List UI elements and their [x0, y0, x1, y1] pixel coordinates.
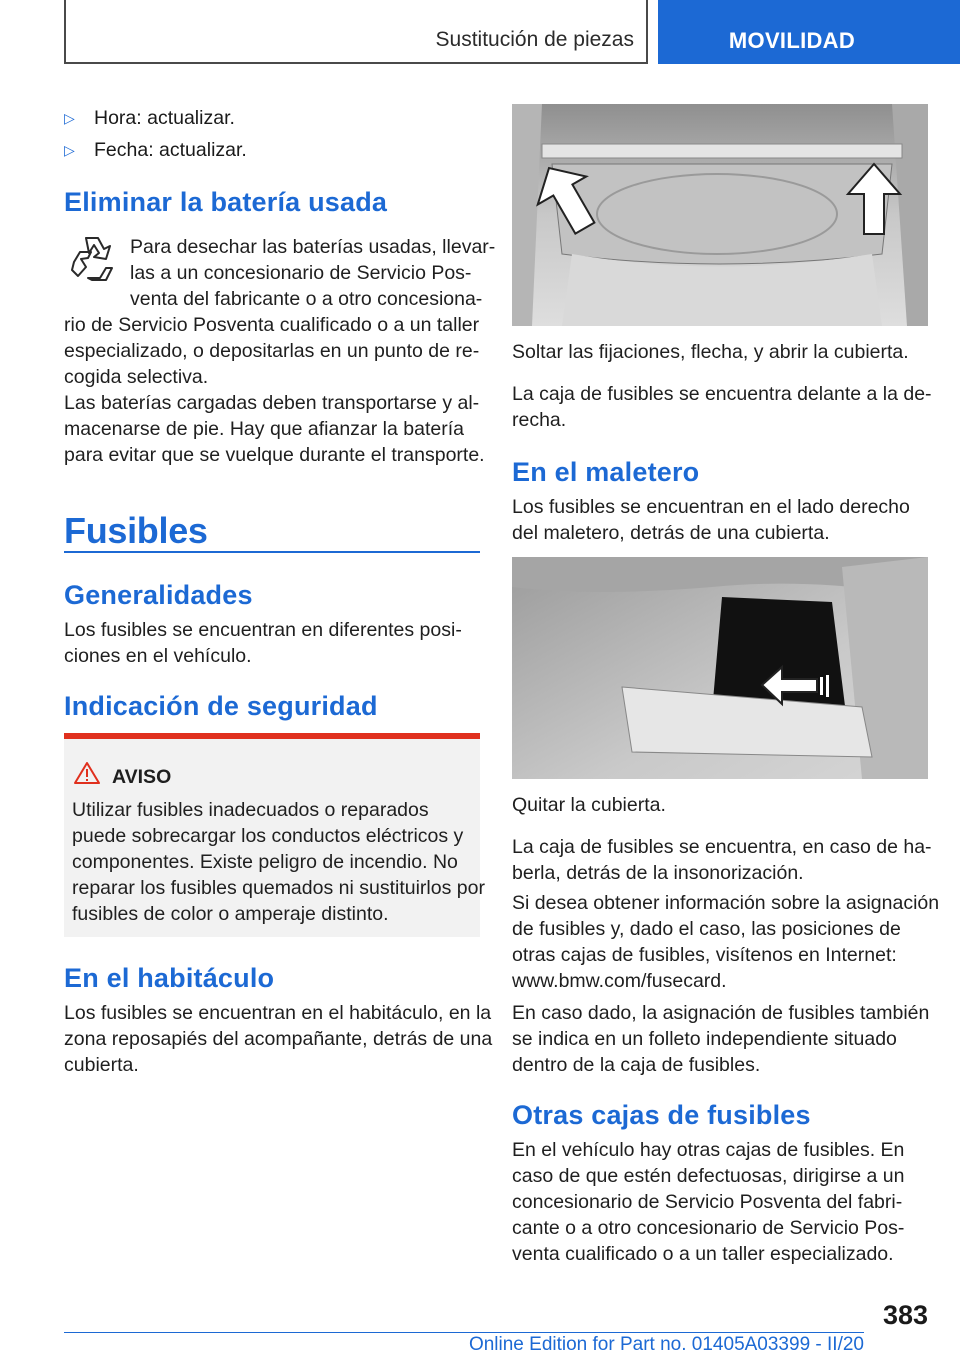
- bullet-triangle-icon: ▷: [64, 110, 75, 126]
- warning-triangle-icon: [73, 761, 101, 785]
- battery-para-cont: rio de Servicio Posventa cualificado o a un taller especializado, o depositarlas en un punto de re- cogida selectiva.: [64, 314, 480, 388]
- fuses-title: Fusibles: [64, 510, 208, 551]
- cabin-heading: En el habitáculo: [64, 963, 275, 993]
- footer-rule: [64, 1332, 864, 1333]
- trunk-box-text: La caja de fusibles se encuentra, en caso de ha- berla, detrás de la insonorización.: [512, 836, 932, 884]
- leaflet-text: En caso dado, la asignación de fusibles también se indica en un folleto independiente situado dentro de la caja de fusibles.: [512, 1002, 930, 1076]
- page-number: 383: [882, 1300, 928, 1330]
- list-item-text: Hora: actualizar.: [94, 107, 235, 129]
- trunk-heading: En el maletero: [512, 457, 700, 487]
- header-section-tab[interactable]: [658, 0, 960, 64]
- photo2-caption: Quitar la cubierta.: [512, 794, 666, 816]
- cabin-box-text: La caja de fusibles se encuentra delante a la de- recha.: [512, 383, 932, 431]
- photo-cabin-cover: [512, 104, 928, 326]
- title-rule: [64, 551, 480, 553]
- chapter-title: Sustitución de piezas: [435, 28, 634, 51]
- battery-para-intro: Para desechar las baterías usadas, llevar- las a un concesionario de Servicio Pos- venta del fabricante o a otro concesiona-: [130, 236, 496, 310]
- other-boxes-text: En el vehículo hay otras cajas de fusibles. En caso de que estén defectuosas, dirigirse a un concesionario de Servicio Posventa del fabri- cante o a otro concesionario de Servicio Pos- venta cualificado o a un taller especializado.: [512, 1139, 905, 1265]
- battery-heading: Eliminar la batería usada: [64, 187, 388, 217]
- list-item-text: Fecha: actualizar.: [94, 139, 247, 161]
- cabin-text: Los fusibles se encuentran en el habitáculo, en la zona reposapiés del acompañante, detrás de una cubierta.: [64, 1002, 493, 1076]
- section-tab-label: MOVILIDAD: [728, 28, 856, 53]
- battery-para-transport: Las baterías cargadas deben transportarse y al- macenarse de pie. Hay que afianzar la batería para evitar que se vuelque durante el transporte.: [64, 392, 485, 466]
- recycling-icon: [66, 232, 118, 284]
- general-heading: Generalidades: [64, 580, 253, 610]
- info-text: Si desea obtener información sobre la asignación de fusibles y, dado el caso, las posiciones de otras cajas de fusibles, visítenos en Internet: www.bmw.com/fusecard.: [512, 892, 940, 992]
- header-chapter-box: [64, 0, 648, 64]
- photo-trunk-cover: [512, 557, 928, 779]
- warning-title: AVISO: [112, 766, 172, 788]
- warning-box: [64, 733, 485, 937]
- trunk-text: Los fusibles se encuentran en el lado derecho del maletero, detrás de una cubierta.: [512, 496, 910, 544]
- photo1-caption: Soltar las fijaciones, flecha, y abrir la cubierta.: [512, 341, 909, 363]
- bullet-triangle-icon: ▷: [64, 142, 75, 158]
- safety-heading: Indicación de seguridad: [64, 691, 378, 721]
- general-text: Los fusibles se encuentran en diferentes posi- ciones en el vehículo.: [64, 619, 462, 667]
- other-boxes-heading: Otras cajas de fusibles: [512, 1100, 811, 1130]
- warning-text: Utilizar fusibles inadecuados o reparados puede sobrecargar los conductos eléctricos y componentes. Existe peligro de incendio. No reparar los fusibles quemados ni sustituirlos por fusibles de color o amperaje distinto.: [72, 799, 485, 925]
- footer-edition: Online Edition for Part no. 01405A03399 - II/20: [468, 1334, 864, 1355]
